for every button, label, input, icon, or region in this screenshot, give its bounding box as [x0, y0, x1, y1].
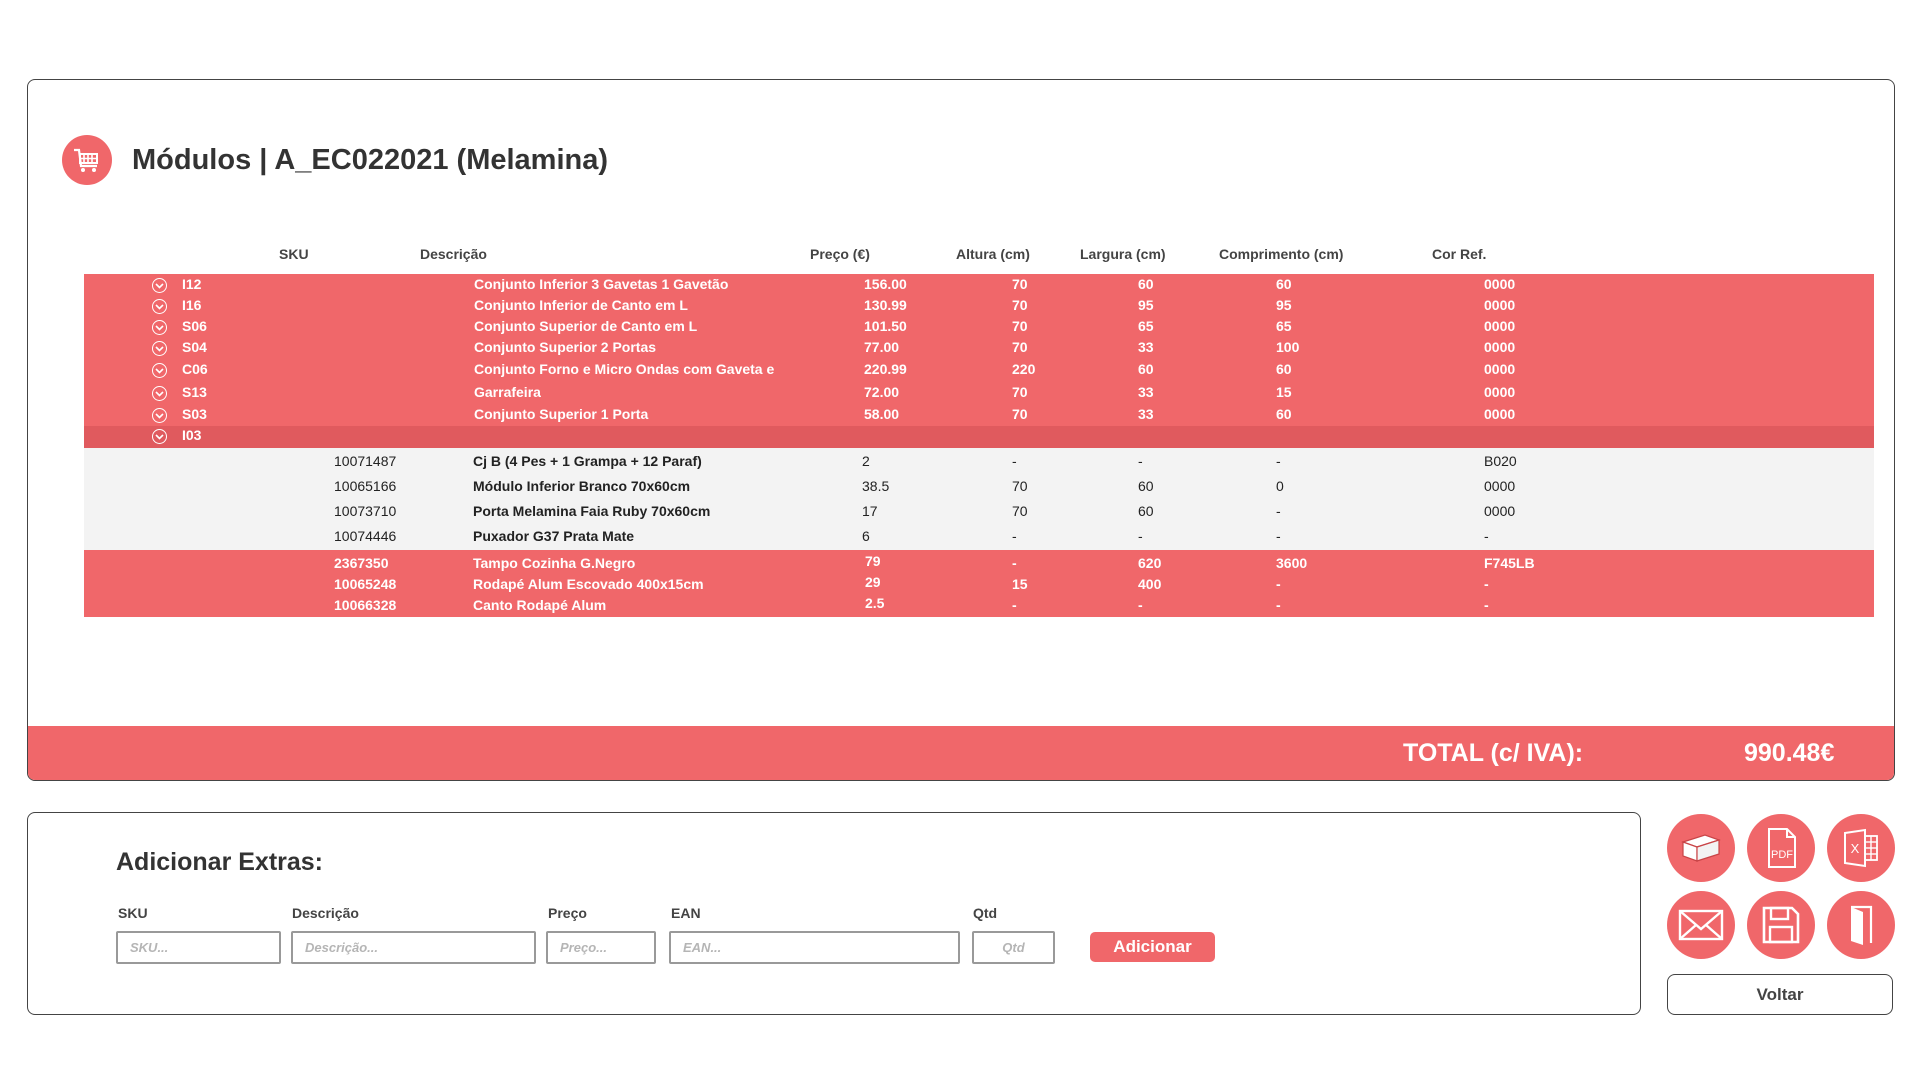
- module-row[interactable]: [84, 384, 1874, 404]
- module-preco: 156.00: [864, 276, 907, 292]
- modules-panel: [27, 79, 1895, 781]
- sku-label: SKU: [118, 905, 148, 921]
- module-preco: 130.99: [864, 297, 907, 313]
- detail-largura: 60: [1138, 478, 1154, 494]
- sku-input[interactable]: [116, 931, 281, 964]
- detail-row: [84, 453, 1874, 473]
- module-altura: 70: [1012, 276, 1028, 292]
- add-extras-title: Adicionar Extras:: [116, 848, 324, 876]
- module-cor: 0000: [1484, 361, 1516, 377]
- module-preco: 220.99: [864, 361, 907, 377]
- column-header-largura: Largura (cm): [1080, 246, 1166, 262]
- detail-cor: 0000: [1484, 503, 1516, 519]
- module-altura: 220: [1012, 361, 1036, 377]
- module-largura: 33: [1138, 339, 1154, 355]
- module-preco: 77.00: [864, 339, 900, 355]
- extra-preco: 2.5: [865, 595, 885, 611]
- detail-descricao: Cj B (4 Pes + 1 Grampa + 12 Paraf): [473, 453, 702, 469]
- module-altura: 70: [1012, 318, 1028, 334]
- detail-sku: 10065166: [334, 478, 397, 494]
- module-largura: 65: [1138, 318, 1154, 334]
- pdf-text: PDF: [1771, 849, 1793, 861]
- qtd-label: Qtd: [973, 905, 998, 921]
- extra-largura: 400: [1138, 576, 1162, 592]
- column-header-descricao: Descrição: [420, 246, 487, 262]
- detail-sku: 10073710: [334, 503, 397, 519]
- excel-text: X: [1850, 841, 1860, 856]
- column-header-preco: Preço (€): [810, 246, 870, 262]
- module-largura: 33: [1138, 384, 1154, 400]
- back-button[interactable]: Voltar: [1667, 974, 1893, 1015]
- modules-group: [84, 274, 1874, 448]
- module-row[interactable]: [84, 297, 1874, 317]
- module-descricao: Garrafeira: [474, 384, 541, 400]
- exit-door-icon: [1843, 903, 1879, 947]
- detail-sku: 10071487: [334, 453, 397, 469]
- detail-altura: -: [1012, 453, 1017, 469]
- detail-largura: -: [1138, 453, 1143, 469]
- detail-largura: -: [1138, 528, 1143, 544]
- save-icon: [1761, 905, 1801, 945]
- extra-row: [84, 597, 1874, 617]
- email-button[interactable]: [1667, 891, 1735, 959]
- chevron-down-icon[interactable]: [152, 278, 167, 293]
- module-row-expanded[interactable]: [84, 427, 1874, 447]
- detail-preco: 2: [862, 453, 870, 469]
- module-cor: 0000: [1484, 384, 1516, 400]
- chevron-down-icon[interactable]: [152, 408, 167, 423]
- column-header-cor: Cor Ref.: [1432, 246, 1487, 262]
- detail-largura: 60: [1138, 503, 1154, 519]
- extra-altura: 15: [1012, 576, 1028, 592]
- module-descricao: Conjunto Superior 2 Portas: [474, 339, 657, 355]
- module-cor: 0000: [1484, 276, 1516, 292]
- detail-descricao: Módulo Inferior Branco 70x60cm: [473, 478, 691, 494]
- column-header-sku: SKU: [279, 246, 309, 262]
- extra-largura: -: [1138, 597, 1143, 613]
- chevron-down-icon[interactable]: [152, 363, 167, 378]
- detail-row: [84, 478, 1874, 498]
- detail-descricao: Puxador G37 Prata Mate: [473, 528, 635, 544]
- detail-altura: 70: [1012, 503, 1028, 519]
- module-row[interactable]: [84, 406, 1874, 426]
- module-altura: 70: [1012, 384, 1028, 400]
- extra-altura: -: [1012, 597, 1017, 613]
- extra-cor: -: [1484, 576, 1489, 592]
- extra-row: [84, 555, 1874, 575]
- detail-preco: 6: [862, 528, 870, 544]
- module-largura: 95: [1138, 297, 1154, 313]
- module-code: I16: [182, 297, 202, 313]
- extra-cor: F745LB: [1484, 555, 1535, 571]
- extra-descricao: Tampo Cozinha G.Negro: [473, 555, 636, 571]
- chevron-down-icon[interactable]: [152, 429, 167, 444]
- module-code: S04: [182, 339, 207, 355]
- module-descricao: Conjunto Inferior de Canto em L: [474, 297, 688, 313]
- module-cor: 0000: [1484, 339, 1516, 355]
- module-comprimento: 95: [1276, 297, 1292, 313]
- module-altura: 70: [1012, 339, 1028, 355]
- extra-descricao: Canto Rodapé Alum: [473, 597, 607, 613]
- qtd-input[interactable]: [972, 931, 1055, 964]
- detail-sku: 10074446: [334, 528, 397, 544]
- add-extras-panel: [27, 812, 1641, 1015]
- excel-icon: [1841, 828, 1881, 868]
- detail-comprimento: 0: [1276, 478, 1284, 494]
- extra-largura: 620: [1138, 555, 1162, 571]
- box-icon: [1679, 830, 1723, 866]
- preco-input[interactable]: [546, 931, 656, 964]
- column-header-altura: Altura (cm): [956, 246, 1030, 262]
- module-preco: 58.00: [864, 406, 900, 422]
- module-comprimento: 60: [1276, 361, 1292, 377]
- module-descricao: Conjunto Inferior 3 Gavetas 1 Gavetão: [474, 276, 729, 292]
- pdf-button[interactable]: [1747, 814, 1815, 882]
- detail-altura: 70: [1012, 478, 1028, 494]
- module-row[interactable]: [84, 361, 1874, 381]
- module-comprimento: 60: [1276, 406, 1292, 422]
- detail-altura: -: [1012, 528, 1017, 544]
- module-row[interactable]: [84, 339, 1874, 359]
- module-altura: 70: [1012, 297, 1028, 313]
- module-largura: 60: [1138, 276, 1154, 292]
- module-preco: 72.00: [864, 384, 900, 400]
- chevron-down-icon[interactable]: [152, 299, 167, 314]
- detail-comprimento: -: [1276, 503, 1281, 519]
- extra-comprimento: 3600: [1276, 555, 1308, 571]
- detail-row: [84, 503, 1874, 523]
- module-code: C06: [182, 361, 208, 377]
- page-title: Módulos | A_EC022021 (Melamina): [132, 143, 609, 176]
- module-descricao: Conjunto Superior 1 Porta: [474, 406, 649, 422]
- chevron-down-icon[interactable]: [152, 320, 167, 335]
- detail-comprimento: -: [1276, 453, 1281, 469]
- mail-icon: [1677, 907, 1725, 943]
- module-largura: 60: [1138, 361, 1154, 377]
- save-button[interactable]: [1747, 891, 1815, 959]
- ean-label: EAN: [671, 905, 701, 921]
- cart-badge: [62, 135, 112, 185]
- excel-button[interactable]: [1827, 814, 1895, 882]
- module-largura: 33: [1138, 406, 1154, 422]
- detail-cor: -: [1484, 528, 1489, 544]
- extra-row: [84, 576, 1874, 596]
- module-comprimento: 100: [1276, 339, 1300, 355]
- detail-preco: 17: [862, 503, 878, 519]
- pdf-icon: [1763, 827, 1799, 869]
- module-cor: 0000: [1484, 318, 1516, 334]
- module-code: I12: [182, 276, 202, 292]
- module-comprimento: 65: [1276, 318, 1292, 334]
- detail-cor: B020: [1484, 453, 1517, 469]
- add-extra-button[interactable]: Adicionar: [1090, 932, 1215, 962]
- extra-sku: 2367350: [334, 555, 389, 571]
- module-detail-group: [84, 448, 1874, 550]
- extra-cor: -: [1484, 597, 1489, 613]
- detail-row: [84, 528, 1874, 548]
- module-altura: 70: [1012, 406, 1028, 422]
- extras-group: [84, 550, 1874, 617]
- module-cor: 0000: [1484, 297, 1516, 313]
- column-header-comprimento: Comprimento (cm): [1219, 246, 1344, 262]
- extra-sku: 10065248: [334, 576, 397, 592]
- extra-comprimento: -: [1276, 576, 1281, 592]
- extra-descricao: Rodapé Alum Escovado 400x15cm: [473, 576, 704, 592]
- exit-button[interactable]: [1827, 891, 1895, 959]
- detail-cor: 0000: [1484, 478, 1516, 494]
- extra-sku: 10066328: [334, 597, 397, 613]
- detail-preco: 38.5: [862, 478, 890, 494]
- shopping-cart-icon: [72, 146, 102, 174]
- descricao-label: Descrição: [292, 905, 359, 921]
- extra-altura: -: [1012, 555, 1017, 571]
- descricao-input[interactable]: [291, 931, 536, 964]
- detail-descricao: Porta Melamina Faia Ruby 70x60cm: [473, 503, 711, 519]
- total-bar: [28, 726, 1894, 781]
- title-row: [62, 135, 608, 185]
- module-code: S13: [182, 384, 207, 400]
- preco-label: Preço: [548, 905, 587, 921]
- module-code: I03: [182, 427, 202, 443]
- module-row[interactable]: [84, 318, 1874, 338]
- total-label: TOTAL (c/ IVA):: [1403, 739, 1584, 767]
- module-code: S06: [182, 318, 207, 334]
- total-value: 990.48€: [1744, 739, 1835, 767]
- order-table: [84, 274, 1874, 617]
- extra-comprimento: -: [1276, 597, 1281, 613]
- extra-preco: 79: [865, 553, 881, 569]
- chevron-down-icon[interactable]: [152, 386, 167, 401]
- module-preco: 101.50: [864, 318, 907, 334]
- module-comprimento: 15: [1276, 384, 1292, 400]
- module-descricao: Conjunto Superior de Canto em L: [474, 318, 698, 334]
- module-row[interactable]: [84, 276, 1874, 296]
- module-code: S03: [182, 406, 207, 422]
- module-descricao: Conjunto Forno e Micro Ondas com Gaveta e: [474, 361, 775, 377]
- module-comprimento: 60: [1276, 276, 1292, 292]
- detail-comprimento: -: [1276, 528, 1281, 544]
- chevron-down-icon[interactable]: [152, 341, 167, 356]
- ean-input[interactable]: [669, 931, 960, 964]
- box-button[interactable]: [1667, 814, 1735, 882]
- extra-preco: 29: [865, 574, 881, 590]
- module-cor: 0000: [1484, 406, 1516, 422]
